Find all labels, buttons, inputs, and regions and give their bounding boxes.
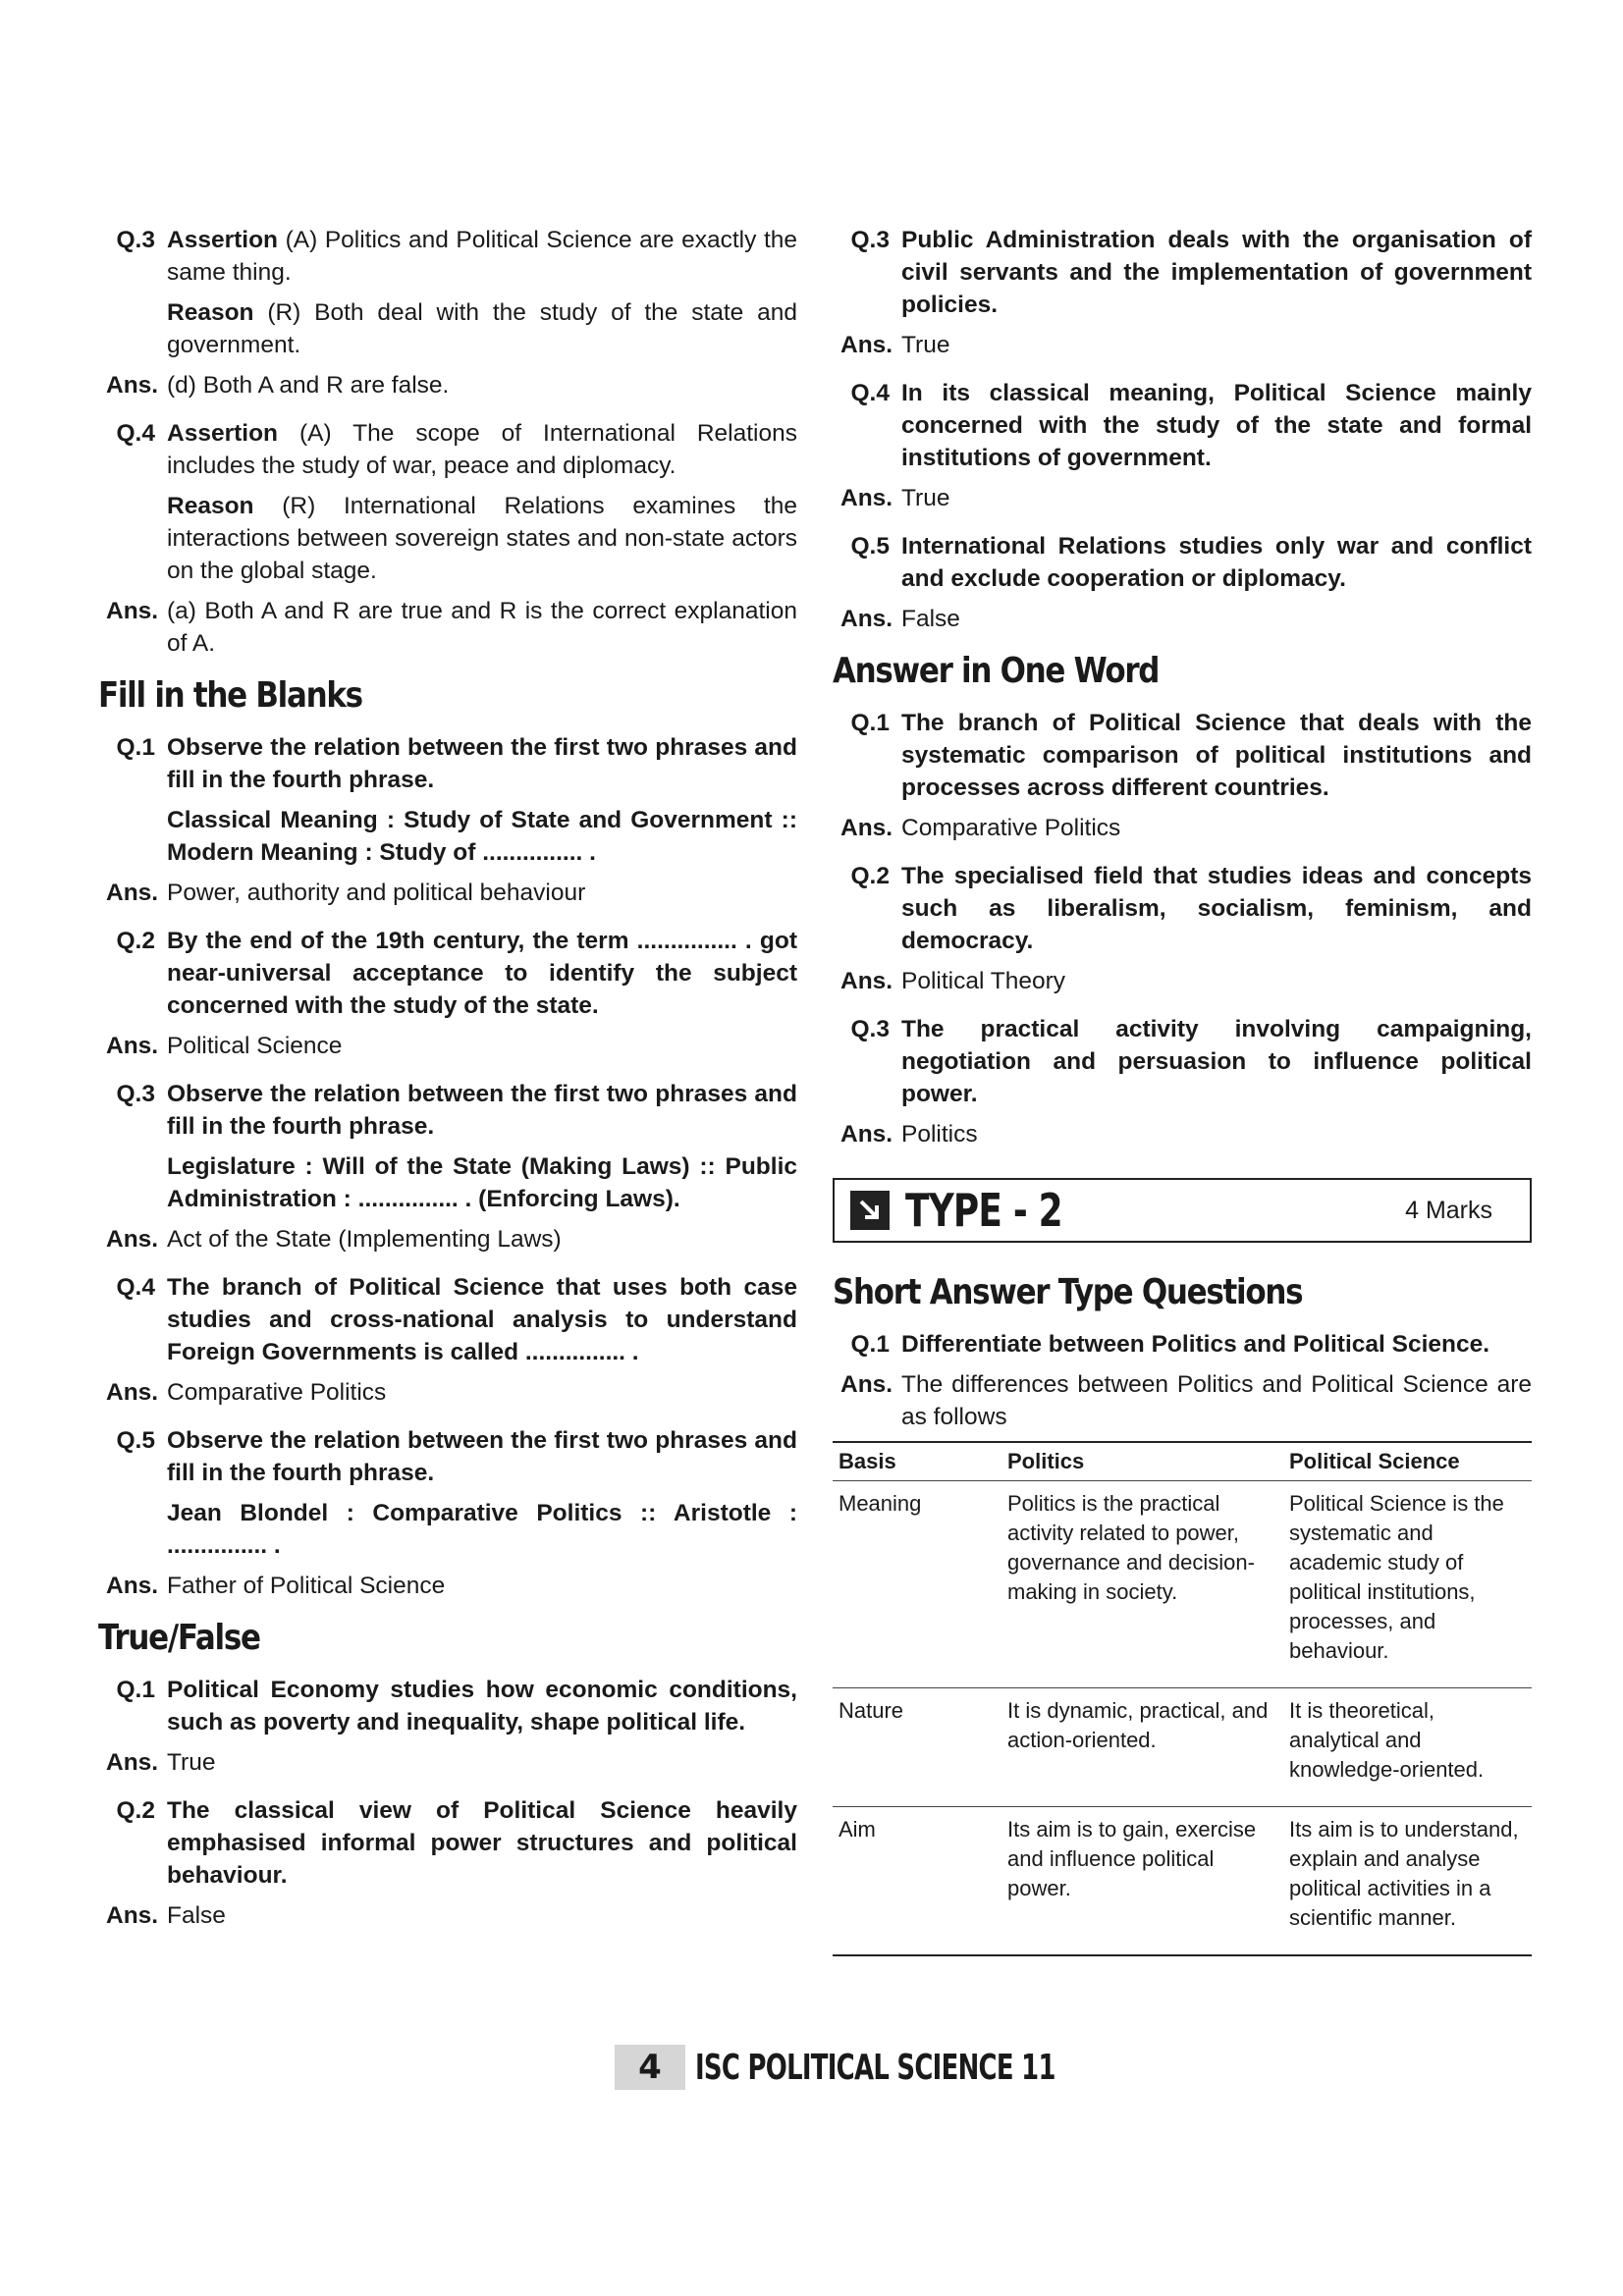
answer [833, 812, 1532, 844]
table-cell-political-science: Political Science is the systematic and academic study of political institutions, processes, and behaviour. [1283, 1481, 1532, 1688]
table-row [833, 1807, 1532, 1956]
left-column [98, 224, 797, 1948]
table-cell-basis: Nature [833, 1688, 1001, 1807]
question-number: Q.1 [116, 734, 155, 761]
answer [833, 1118, 1532, 1150]
answer-label: Ans. [840, 815, 893, 841]
question-number: Q.2 [116, 928, 155, 954]
true-false-q1 [98, 1674, 797, 1738]
table-cell-politics: Politics is the practical activity related to power, governance and decision-making in society. [1001, 1481, 1283, 1688]
answer [98, 1223, 797, 1255]
table-cell-political-science: Its aim is to understand, explain and analyse political activities in a scientific manner. [1283, 1807, 1532, 1956]
section-heading-one-word: Answer in One Word [833, 651, 1160, 691]
question-text: By the end of the 19th century, the term ............... . got near-universal acceptance to identify the subject concerned with the study of the state. [167, 928, 797, 1019]
assertion-label: Assertion [167, 420, 279, 447]
fill-blank-q1 [98, 731, 797, 869]
table-cell-basis: Aim [833, 1807, 1001, 1956]
answer [833, 965, 1532, 997]
answer [833, 1368, 1532, 1433]
answer [98, 1746, 797, 1779]
true-false-q5 [833, 530, 1532, 595]
section-heading-short-answer: Short Answer Type Questions [833, 1272, 1303, 1312]
fill-blank-q2 [98, 925, 797, 1022]
answer [98, 1570, 797, 1602]
answer-label: Ans. [106, 1902, 159, 1929]
answer [833, 329, 1532, 361]
question-number: Q.4 [116, 420, 155, 447]
question-number: Q.5 [850, 533, 890, 560]
assertion-text: (A) The scope of International Relations includes the study of war, peace and diplomacy. [167, 420, 798, 479]
type-marks: 4 Marks [1405, 1196, 1492, 1224]
answer-text: Political Theory [901, 968, 1066, 994]
question-number: Q.1 [116, 1677, 155, 1703]
question-number: Q.4 [116, 1274, 155, 1301]
fill-blank-q3 [98, 1078, 797, 1215]
answer-label: Ans. [840, 606, 893, 632]
answer [98, 1899, 797, 1932]
answer [98, 877, 797, 909]
answer [98, 369, 797, 401]
answer-text: The differences between Politics and Political Science are as follows [901, 1371, 1532, 1430]
answer-text: Act of the State (Implementing Laws) [167, 1226, 562, 1253]
answer-text: Politics [901, 1121, 978, 1148]
answer [98, 1376, 797, 1409]
answer [833, 482, 1532, 514]
table-header-politics: Politics [1001, 1442, 1283, 1481]
answer-label: Ans. [840, 968, 893, 994]
answer-label: Ans. [840, 332, 893, 358]
one-word-q3 [833, 1013, 1532, 1110]
answer-text: True [167, 1749, 216, 1776]
assertion-text: (A) Politics and Political Science are exactly the same thing. [167, 227, 798, 286]
question-analogy: Jean Blondel : Comparative Politics :: Aristotle : ............... . [167, 1500, 797, 1559]
reason-label: Reason [167, 493, 254, 519]
table-cell-politics: Its aim is to gain, exercise and influence political power. [1001, 1807, 1283, 1956]
answer-label: Ans. [840, 1121, 893, 1148]
answer-label: Ans. [106, 598, 159, 624]
question-number: Q.2 [850, 863, 890, 889]
question-number: Q.3 [116, 1081, 155, 1107]
answer [833, 603, 1532, 635]
question-text: The classical view of Political Science heavily emphasised informal power structures and political behaviour. [167, 1797, 797, 1889]
answer-label: Ans. [106, 1379, 159, 1406]
answer-label: Ans. [106, 880, 159, 906]
question-text: Differentiate between Politics and Political Science. [901, 1331, 1490, 1358]
answer-text: Political Science [167, 1033, 343, 1059]
question-text: The branch of Political Science that deals with the systematic comparison of political institutions and processes across different countries. [901, 710, 1532, 801]
true-false-q3 [833, 224, 1532, 321]
table-row [833, 1481, 1532, 1688]
answer-text: Comparative Politics [901, 815, 1121, 841]
question-number: Q.3 [850, 1016, 890, 1042]
answer-text: (d) Both A and R are false. [167, 372, 450, 399]
question-text: Observe the relation between the first two phrases and fill in the fourth phrase. [167, 1081, 797, 1140]
table-header-row [833, 1442, 1532, 1481]
answer-text: Power, authority and political behaviour [167, 880, 586, 906]
table-cell-political-science: It is theoretical, analytical and knowledge-oriented. [1283, 1688, 1532, 1807]
answer-text: True [901, 485, 950, 511]
question-number: Q.1 [850, 710, 890, 736]
question-text: Public Administration deals with the organisation of civil servants and the implementation of government policies. [901, 227, 1532, 318]
arrow-down-right-icon [850, 1191, 890, 1230]
table-header-basis: Basis [833, 1442, 1001, 1481]
answer-text: False [167, 1902, 226, 1929]
reason-text: (R) International Relations examines the interactions between sovereign states and non-state actors on the global stage. [167, 493, 797, 584]
comparison-table [833, 1441, 1532, 1956]
one-word-q1 [833, 707, 1532, 804]
answer-text: False [901, 606, 960, 632]
reason-text: (R) Both deal with the study of the state and government. [167, 299, 797, 358]
answer-text: True [901, 332, 950, 358]
question-analogy: Legislature : Will of the State (Making Laws) :: Public Administration : ............... . (Enforcing Laws). [167, 1153, 797, 1212]
table-cell-politics: It is dynamic, practical, and action-oriented. [1001, 1688, 1283, 1807]
question-number: Q.2 [116, 1797, 155, 1824]
page-number: 4 [615, 2045, 685, 2090]
book-title: ISC POLITICAL SCIENCE 11 [695, 2047, 1055, 2088]
question-analogy: Classical Meaning : Study of State and Government :: Modern Meaning : Study of ............... . [167, 807, 797, 866]
answer-label: Ans. [106, 372, 159, 399]
question-text: Observe the relation between the first two phrases and fill in the fourth phrase. [167, 734, 797, 793]
section-heading-true-false: True/False [98, 1618, 260, 1658]
type-banner [833, 1178, 1532, 1243]
answer-label: Ans. [106, 1033, 159, 1059]
true-false-q2 [98, 1794, 797, 1892]
answer-text: Comparative Politics [167, 1379, 387, 1406]
question-number: Q.3 [116, 227, 155, 253]
fill-blank-q5 [98, 1424, 797, 1562]
answer-label: Ans. [106, 1226, 159, 1253]
answer-label: Ans. [106, 1749, 159, 1776]
question-text: In its classical meaning, Political Science mainly concerned with the study of the state and formal institutions of government. [901, 380, 1532, 471]
question-text: Political Economy studies how economic conditions, such as poverty and inequality, shape political life. [167, 1677, 797, 1735]
answer-label: Ans. [840, 1371, 893, 1398]
answer-text: (a) Both A and R are true and R is the correct explanation of A. [167, 598, 797, 657]
answer [98, 595, 797, 660]
one-word-q2 [833, 860, 1532, 957]
question-text: International Relations studies only war and conflict and exclude cooperation or diplomacy. [901, 533, 1532, 592]
question-number: Q.3 [850, 227, 890, 253]
right-column [833, 224, 1532, 1956]
table-header-political-science: Political Science [1283, 1442, 1532, 1481]
answer [98, 1030, 797, 1062]
question-text: The branch of Political Science that uses both case studies and cross-national analysis to understand Foreign Governments is called ............... . [167, 1274, 797, 1365]
fill-blank-q4 [98, 1271, 797, 1368]
question-text: The specialised field that studies ideas and concepts such as liberalism, socialism, feminism, and democracy. [901, 863, 1532, 954]
type-title: TYPE - 2 [905, 1184, 1062, 1237]
question-number: Q.5 [116, 1427, 155, 1454]
short-answer-q1 [833, 1328, 1532, 1361]
table-cell-basis: Meaning [833, 1481, 1001, 1688]
assertion-reason-q3 [98, 224, 797, 361]
true-false-q4 [833, 377, 1532, 474]
answer-label: Ans. [840, 485, 893, 511]
page-footer [615, 2045, 1195, 2090]
answer-label: Ans. [106, 1573, 159, 1599]
table-row [833, 1688, 1532, 1807]
assertion-reason-q4 [98, 417, 797, 587]
answer-text: Father of Political Science [167, 1573, 446, 1599]
section-heading-fill-blanks: Fill in the Blanks [98, 675, 362, 716]
question-text: The practical activity involving campaigning, negotiation and persuasion to influence political power. [901, 1016, 1532, 1107]
question-text: Observe the relation between the first two phrases and fill in the fourth phrase. [167, 1427, 797, 1486]
assertion-label: Assertion [167, 227, 279, 253]
reason-label: Reason [167, 299, 254, 326]
question-number: Q.4 [850, 380, 890, 406]
question-number: Q.1 [850, 1331, 890, 1358]
